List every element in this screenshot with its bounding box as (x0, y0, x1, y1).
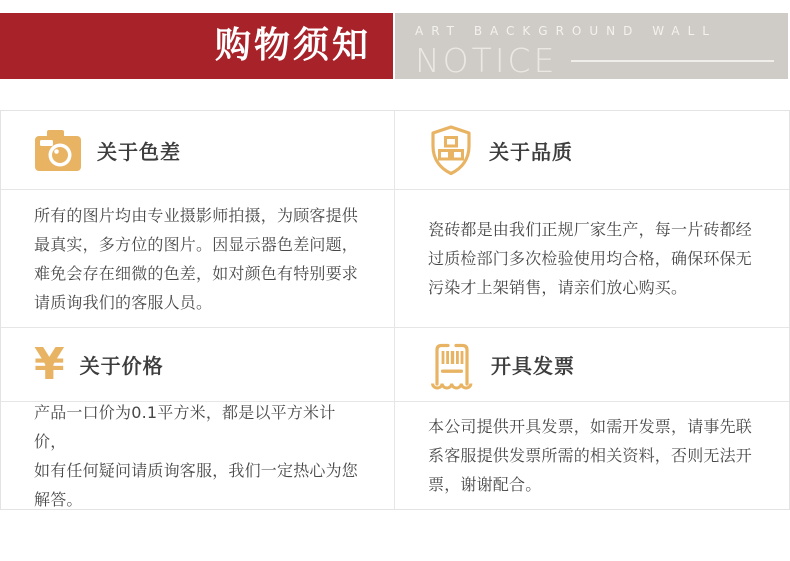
section-header-quality (395, 111, 789, 190)
banner-notice-text: NOTICE (415, 41, 558, 80)
section-header-invoice (395, 328, 789, 402)
section-title: 关于品质 (489, 139, 573, 164)
invoice-receipt-icon (428, 339, 476, 391)
banner-notice-row (415, 41, 774, 80)
banner (0, 13, 790, 79)
banner-subtitle: ART BACKGROUND WALL (415, 24, 717, 38)
section-text: 产品一口价为0.1平方米，都是以平方米计价， 如有任何疑问请质询客服，我们一定热心为您 解答。 (34, 402, 359, 509)
section-title: 关于色差 (97, 139, 181, 164)
section-header-color-difference (1, 111, 395, 190)
section-body-invoice (395, 402, 789, 509)
notice-grid (0, 110, 790, 510)
quality-shield-icon (428, 124, 474, 176)
camera-icon (34, 129, 82, 172)
section-text: 瓷砖都是由我们正规厂家生产，每一片砖都经 过质检部门多次检验使用均合格，确保环保无 污染才上架销售，请亲们放心购买。 (428, 220, 753, 297)
section-text: 所有的图片均由专业摄影师拍摄，为顾客提供 最真实，多方位的图片。因显示器色差问题， 难免会存在细微的色差，如对颜色有特别要求 请质询我们的客服人员。 (34, 205, 359, 312)
notice-underline (571, 60, 774, 62)
section-body-quality (395, 190, 789, 328)
yen-price-icon: ¥ (34, 338, 65, 390)
section-text: 本公司提供开具发票，如需开发票，请事先联 系客服提供发票所需的相关资料，否则无法开 票，谢谢配合。 (428, 417, 753, 494)
section-body-price (1, 402, 395, 509)
section-body-color-difference (1, 190, 395, 328)
section-title: 关于价格 (79, 354, 164, 378)
banner-title-block (0, 13, 393, 79)
page-title: 购物须知 (214, 25, 371, 66)
banner-english-block (395, 13, 788, 79)
section-title: 开具发票 (491, 354, 575, 378)
section-header-price (1, 328, 395, 402)
